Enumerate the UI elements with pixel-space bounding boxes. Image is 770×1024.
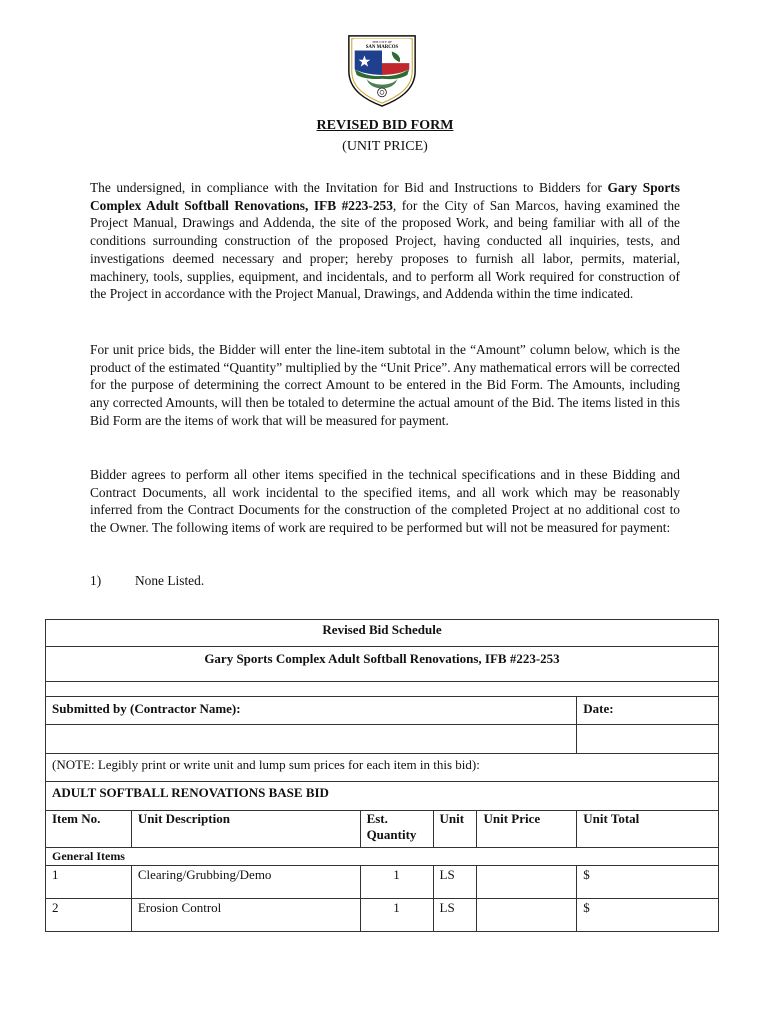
note-row [46, 754, 719, 782]
unit-price-paragraph: For unit price bids, the Bidder will enter the line-item subtotal in the “Amount” column below, which is the product of the estimated “Quantity” multiplied by the “Unit Price”. Any mathematical errors will be corrected for the purpose of determining the correct Amount to be entered in the Bid Form. The Amounts, including any corrected Amounts, will then be totaled to determine the actual amount of the Bid. The items listed in this Bid Form are the items of work that will be measured for payment. [90, 342, 680, 428]
col-item-no: Item No. [46, 811, 132, 848]
item-no: 2 [46, 899, 132, 932]
item-no: 1 [46, 866, 132, 899]
item-description: Erosion Control [131, 899, 360, 932]
form-title: REVISED BID FORM [316, 118, 454, 133]
date-label: Date: [577, 697, 719, 725]
base-bid-label: ADULT SOFTBALL RENOVATIONS BASE BID [46, 782, 719, 811]
col-unit-price: Unit Price [477, 811, 577, 848]
col-description: Unit Description [131, 811, 360, 848]
schedule-title-row [46, 620, 719, 647]
item-unit-total-field[interactable]: $ [577, 866, 719, 899]
spacer-row [46, 682, 719, 697]
city-seal-logo [343, 30, 421, 108]
submitted-by-label: Submitted by (Contractor Name): [46, 697, 577, 725]
intro-paragraph [90, 179, 680, 303]
submitted-by-row [46, 697, 719, 725]
table-row [46, 866, 719, 899]
item-unit: LS [433, 866, 477, 899]
item-quantity: 1 [360, 899, 433, 932]
list-item [90, 573, 204, 589]
col-unit-total: Unit Total [577, 811, 719, 848]
seal-arc-text: THE CITY OF [372, 40, 392, 45]
item-unit-total-field[interactable]: $ [577, 899, 719, 932]
project-name-text: Gary Sports Complex Adult Softball Renovations, IFB #223-253 [90, 180, 680, 213]
item-quantity: 1 [360, 866, 433, 899]
list-item-text: None Listed. [135, 573, 205, 588]
group-row [46, 848, 719, 866]
item-unit: LS [433, 899, 477, 932]
item-unit-price-field[interactable] [477, 866, 577, 899]
list-item-number: 1) [90, 573, 102, 588]
schedule-title: Revised Bid Schedule [46, 620, 719, 647]
col-quantity: Est. Quantity [360, 811, 433, 848]
seal-name-text: SAN MARCOS [365, 45, 399, 51]
form-subtitle: (UNIT PRICE) [342, 139, 428, 154]
intro-rest-text: , for the City of San Marcos, having examined the Project Manual, Drawings and Addenda, the site of the proposed Work, and being familiar with all of the conditions surrounding construction of the proposed Project, having conducted all inquiries, tests, and investigations deemed necessary and proper; hereby proposes to furnish all labor, permits, material, machinery, tools, supplies, equipment, and incidentals, and to perform all Work required for construction of the Project in accordance with the Project Manual, Drawings, and Addenda within the time indicated. [90, 197, 680, 302]
schedule-project-row [46, 647, 719, 682]
group-label: General Items [46, 848, 719, 866]
date-field[interactable] [577, 725, 719, 754]
col-unit: Unit [433, 811, 477, 848]
base-bid-row [46, 782, 719, 811]
schedule-note: (NOTE: Legibly print or write unit and lump sum prices for each item in this bid): [46, 754, 719, 782]
other-items-paragraph: Bidder agrees to perform all other items specified in the technical specifications and in these Bidding and Contract Documents, all work incidental to the specified items, and all work which may be reasonably inferred from the Contract Documents for the construction of the completed Project at no additional cost to the Owner. The following items of work are required to be performed but will not be measured for payment: [90, 467, 680, 536]
contractor-entry-row [46, 725, 719, 754]
item-description: Clearing/Grubbing/Demo [131, 866, 360, 899]
table-row [46, 899, 719, 932]
bid-schedule-table [45, 619, 719, 932]
schedule-project-name: Gary Sports Complex Adult Softball Renovations, IFB #223-253 [46, 647, 719, 682]
column-header-row [46, 811, 719, 848]
contractor-name-field[interactable] [46, 725, 577, 754]
intro-text: The undersigned, in compliance with the Invitation for Bid and Instructions to Bidders for [90, 180, 608, 195]
item-unit-price-field[interactable] [477, 899, 577, 932]
